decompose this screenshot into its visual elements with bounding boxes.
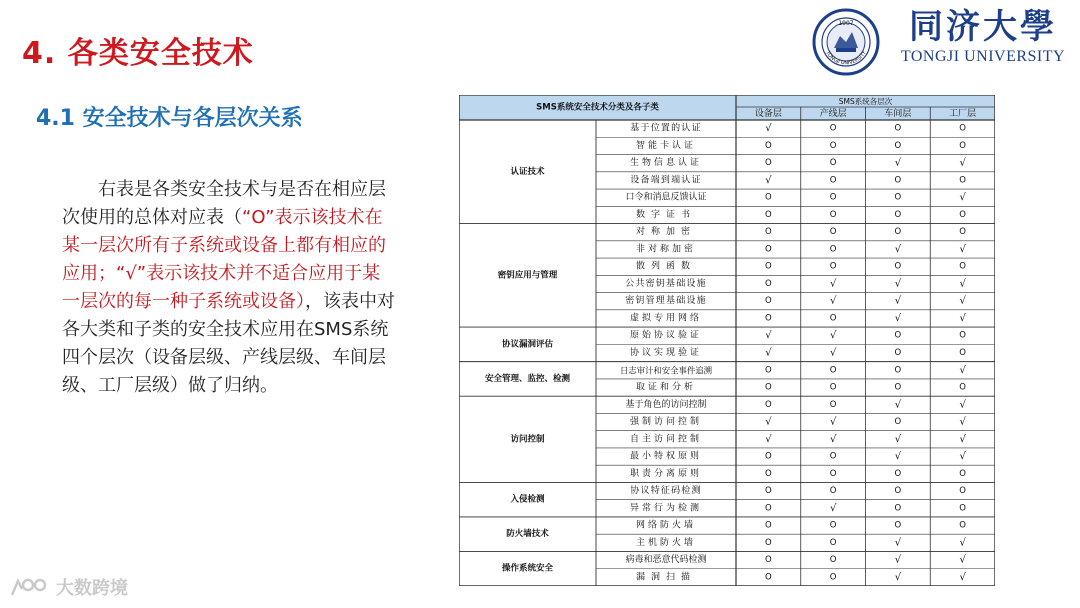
table-header-levels: SMS系统各层次 — [838, 97, 893, 106]
table-mark-cell: √ — [959, 312, 966, 324]
table-mark-cell: O — [894, 417, 902, 428]
table-mark-cell: O — [829, 486, 837, 497]
description-paragraph — [62, 176, 397, 400]
table-mark-cell: O — [829, 451, 837, 462]
table-category-cell: 密钥应用与管理 — [497, 270, 558, 281]
table-category-cell: 防火墙技术 — [506, 529, 549, 540]
table-mark-cell: √ — [894, 157, 902, 169]
table-mark-cell: O — [765, 244, 772, 255]
table-mark-cell: O — [829, 520, 837, 531]
university-name-cn: 同济大學 — [909, 7, 1057, 47]
slide-title: 4. 各类安全技术 — [22, 36, 254, 71]
table-subcategory-cell: 取证和分析 — [635, 382, 697, 393]
table-mark-cell: √ — [765, 330, 772, 342]
table-mark-cell: O — [959, 348, 966, 358]
table-mark-cell: O — [959, 382, 966, 393]
table-mark-cell: √ — [959, 243, 966, 255]
table-mark-cell: O — [894, 140, 902, 151]
table-mark-cell: O — [765, 486, 772, 497]
security-technology-table — [459, 95, 995, 586]
table-mark-cell: O — [765, 209, 772, 220]
university-name-en: TONGJI UNIVERSITY — [900, 48, 1066, 65]
table-mark-cell: O — [894, 503, 902, 514]
table-mark-cell: √ — [959, 416, 966, 428]
table-mark-cell: √ — [959, 192, 966, 204]
table-mark-cell: O — [765, 192, 772, 203]
table-mark-cell: O — [829, 123, 837, 134]
table-mark-cell: O — [894, 468, 902, 479]
table-subcategory-cell: 主机防火墙 — [635, 537, 697, 548]
table-mark-cell: O — [765, 382, 772, 393]
table-mark-cell: √ — [894, 278, 902, 290]
table-mark-cell: √ — [765, 174, 772, 186]
table-mark-cell: O — [829, 244, 837, 255]
table-mark-cell: O — [959, 209, 966, 220]
table-mark-cell: √ — [829, 347, 837, 359]
table-mark-cell: O — [765, 365, 772, 376]
table-mark-cell: O — [829, 399, 837, 410]
table-mark-cell: O — [829, 158, 837, 169]
table-mark-cell: O — [894, 192, 902, 203]
watermark-text: 大数跨境 — [56, 578, 128, 599]
table-mark-cell: √ — [959, 451, 966, 463]
table-mark-cell: √ — [959, 157, 966, 169]
table-mark-cell: O — [959, 140, 966, 151]
table-mark-cell: √ — [765, 416, 772, 428]
table-level-header: 设备层 — [754, 109, 782, 119]
table-mark-cell: O — [765, 555, 772, 566]
table-subcategory-cell: 基于角色的访问控制 — [625, 399, 707, 410]
seal-year: 1907 — [838, 20, 854, 27]
table-mark-cell: √ — [959, 571, 966, 583]
table-subcategory-cell: 网络防火墙 — [635, 520, 697, 531]
table-mark-cell: √ — [894, 433, 902, 445]
table-subcategory-cell: 职责分离原则 — [629, 468, 703, 479]
table-mark-cell: O — [829, 382, 837, 393]
table-mark-cell: O — [959, 175, 966, 186]
table-subcategory-cell: 协议特征码检测 — [630, 486, 702, 497]
table-subcategory-cell: 基于位置的认证 — [630, 123, 702, 134]
table-subcategory-cell: 公共密钥基础设施 — [625, 278, 707, 289]
table-mark-cell: O — [829, 555, 837, 566]
table-mark-cell: O — [959, 486, 966, 497]
table-mark-cell: O — [765, 227, 772, 238]
table-mark-cell: O — [829, 468, 837, 479]
table-mark-cell: √ — [959, 554, 966, 566]
table-mark-cell: O — [829, 261, 837, 272]
table-mark-cell: O — [894, 330, 902, 341]
watermark — [8, 574, 128, 600]
table-mark-cell: √ — [959, 278, 966, 290]
table-mark-cell: O — [894, 261, 902, 272]
table-mark-cell: O — [829, 140, 837, 151]
table-subcategory-cell: 对称加密 — [635, 227, 697, 238]
table-subcategory-cell: 设备端到端认证 — [630, 175, 702, 186]
table-mark-cell: O — [894, 382, 902, 393]
table-mark-cell: O — [894, 227, 902, 238]
table-subcategory-cell: 非对称加密 — [635, 244, 697, 255]
table-category-cell: 操作系统安全 — [501, 563, 554, 574]
table-mark-cell: √ — [894, 451, 902, 463]
table-category-cell: 认证技术 — [510, 166, 545, 177]
table-mark-cell: O — [959, 468, 966, 479]
table-mark-cell: √ — [894, 537, 902, 549]
table-subcategory-cell: 数字证书 — [635, 209, 697, 220]
table-level-header: 车间层 — [884, 109, 912, 119]
table-mark-cell: O — [959, 227, 966, 238]
table-mark-cell: O — [959, 330, 966, 341]
table-mark-cell: O — [894, 175, 902, 186]
table-subcategory-cell: 最小特权原则 — [629, 451, 703, 462]
table-mark-cell: O — [765, 313, 772, 324]
table-subcategory-cell: 虚拟专用网络 — [629, 313, 703, 324]
section-subtitle: 4.1 安全技术与各层次关系 — [36, 106, 303, 131]
table-category-cell: 协议漏洞评估 — [501, 339, 554, 350]
table-mark-cell: √ — [829, 433, 837, 445]
table-mark-cell: O — [765, 468, 772, 479]
table-mark-cell: O — [959, 123, 966, 134]
table-subcategory-cell: 智能卡认证 — [635, 140, 697, 151]
table-mark-cell: √ — [765, 347, 772, 359]
table-level-header: 工厂层 — [949, 109, 977, 119]
table-category-cell: 安全管理、监控、检测 — [484, 373, 571, 384]
table-mark-cell: √ — [829, 330, 837, 342]
table-mark-cell: √ — [894, 243, 902, 255]
table-mark-cell: √ — [959, 399, 966, 411]
table-mark-cell: O — [765, 572, 772, 583]
table-subcategory-cell: 日志审计和安全事件追溯 — [619, 365, 713, 376]
table-mark-cell: O — [894, 123, 902, 134]
seal-text: TONGJI UNIVERSITY — [824, 50, 868, 67]
table-subcategory-cell: 强制访问控制 — [629, 417, 703, 428]
table-mark-cell: O — [765, 399, 772, 410]
table-mark-cell: √ — [829, 502, 837, 514]
table-mark-cell: O — [829, 537, 837, 548]
table-subcategory-cell: 密钥管理基础设施 — [625, 296, 707, 307]
table-mark-cell: O — [829, 313, 837, 324]
description-text-legend: “O”表示该技术在某一层次所有子系统或设备上都有相应的应用；“√”表示该技术并不适合应用于某一层次的每一种子系统或设备） — [62, 207, 386, 312]
table-mark-cell: √ — [959, 537, 966, 549]
table-mark-cell: O — [765, 537, 772, 548]
table-mark-cell: √ — [894, 295, 902, 307]
table-mark-cell: √ — [829, 295, 837, 307]
table-mark-cell: √ — [959, 295, 966, 307]
table-mark-cell: √ — [829, 278, 837, 290]
table-subcategory-cell: 漏洞扫描 — [635, 572, 697, 583]
table-mark-cell: √ — [959, 364, 966, 376]
table-mark-cell: O — [959, 261, 966, 272]
table-mark-cell: O — [894, 365, 902, 376]
table-mark-cell: √ — [894, 312, 902, 324]
table-mark-cell: O — [765, 158, 772, 169]
table-category-cell: 访问控制 — [510, 434, 545, 445]
table-grid — [459, 95, 995, 586]
table-mark-cell: O — [894, 486, 902, 497]
table-mark-cell: O — [959, 503, 966, 514]
table-mark-cell: √ — [765, 123, 772, 135]
table-subcategory-cell: 生物信息认证 — [629, 158, 703, 169]
table-mark-cell: O — [894, 348, 902, 358]
table-mark-cell: O — [765, 520, 772, 531]
table-subcategory-cell: 病毒和恶意代码检测 — [625, 555, 707, 566]
table-subcategory-cell: 原始协议验证 — [629, 330, 703, 341]
table-mark-cell: O — [829, 175, 837, 186]
description-text-2: ，该表中对各大类和子类的安全技术应用在SMS系统四个层次（设备层级、产线层级、车间层级、工厂层级）做了归纳。 — [62, 291, 395, 396]
table-mark-cell: O — [765, 296, 772, 307]
tongji-seal-logo — [812, 8, 880, 76]
table-mark-cell: O — [959, 520, 966, 531]
table-subcategory-cell: 异常行为检测 — [629, 503, 703, 514]
university-wordmark — [893, 6, 1073, 66]
table-category-cell: 入侵检测 — [510, 494, 545, 505]
table-mark-cell: √ — [894, 554, 902, 566]
description-text-1: 右表是各类安全技术与是否在相应层次使用的总体对应表（ — [62, 179, 386, 228]
watermark-logo-icon — [8, 575, 50, 599]
table-mark-cell: O — [765, 451, 772, 462]
table-mark-cell: O — [829, 209, 837, 220]
table-mark-cell: O — [894, 209, 902, 220]
table-level-header: 产线层 — [819, 109, 847, 119]
table-mark-cell: O — [829, 365, 837, 376]
table-mark-cell: √ — [829, 416, 837, 428]
table-mark-cell: O — [829, 227, 837, 238]
table-mark-cell: √ — [959, 433, 966, 445]
table-mark-cell: √ — [894, 399, 902, 411]
table-mark-cell: √ — [894, 571, 902, 583]
table-header-main: SMS系统安全技术分类及各子类 — [536, 102, 659, 113]
table-mark-cell: O — [894, 520, 902, 531]
table-mark-cell: √ — [765, 433, 772, 445]
table-mark-cell: O — [829, 572, 837, 583]
table-subcategory-cell: 口令和消息反馈认证 — [625, 192, 707, 203]
table-mark-cell: O — [765, 503, 772, 514]
table-subcategory-cell: 协议实现验证 — [629, 348, 703, 358]
table-mark-cell: O — [765, 140, 772, 151]
table-subcategory-cell: 自主访问控制 — [629, 434, 703, 445]
table-mark-cell: O — [765, 261, 772, 272]
table-mark-cell: O — [829, 192, 837, 203]
table-mark-cell: O — [765, 278, 772, 289]
table-subcategory-cell: 散列函数 — [635, 261, 697, 272]
